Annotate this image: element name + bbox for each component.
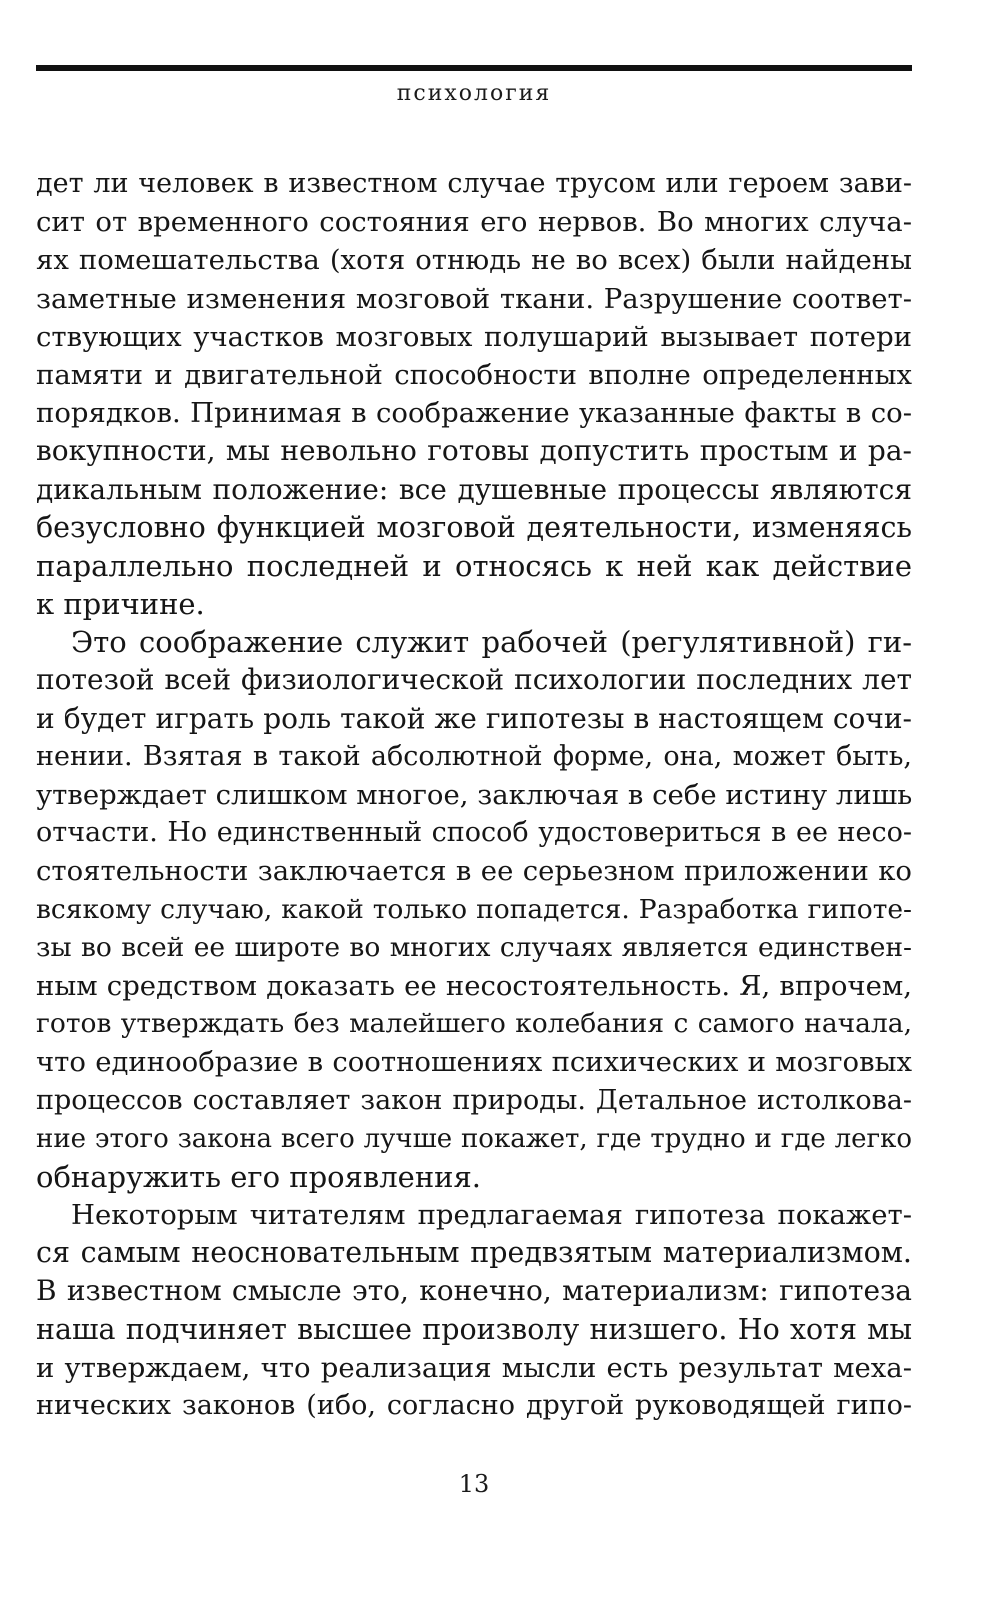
text-line: утверждает слишком многое, заключая в себе истину лишь (36, 779, 912, 811)
text-line: Некоторым читателям предлагаемая гипотеза покажет- (71, 1199, 912, 1232)
text-line: процессов составляет закон природы. Детальное истолкова- (36, 1084, 912, 1116)
text-line: порядков. Принимая в соображение указанные факты в со- (36, 397, 912, 430)
text-line: всякому случаю, какой только попадется. Разработка гипоте- (36, 893, 912, 925)
text-line: зы во всей ее широте во многих случаях является единствен- (36, 931, 912, 963)
text-line: параллельно последней и относясь к ней как действие (36, 548, 912, 583)
text-line: обнаружить его проявления. (36, 1159, 481, 1194)
text-line: нических законов (ибо, согласно другой руководящей гипо- (36, 1390, 912, 1421)
text-line: Это соображение служит рабочей (регулятивной) ги- (71, 625, 912, 660)
text-line: и утверждаем, что реализация мысли есть результат меха- (36, 1351, 912, 1384)
text-line: ствующих участков мозговых полушарий вызывает потери (36, 320, 912, 353)
text-line: памяти и двигательной способности вполне определенных (36, 358, 912, 391)
running-header: психология (396, 81, 552, 106)
text-line: нении. Взятая в такой абсолютной форме, она, может быть, (36, 740, 912, 772)
text-line: вокупности, мы невольно готовы допустить простым и ра- (36, 434, 912, 468)
text-line: отчасти. Но единственный способ удостовериться в ее несо- (36, 817, 912, 849)
text-line: что единообразие в соотношениях психических и мозговых (36, 1046, 912, 1079)
text-line: готов утверждать без малейшего колебания с самого начала, (36, 1008, 912, 1040)
text-line: потезой всей физиологической психологии последних лет (36, 663, 912, 697)
page-number: 13 (458, 1470, 490, 1498)
text-line: сит от временного состояния его нервов. Во многих случа- (36, 206, 912, 239)
text-line: стоятельности заключается в ее серьезном приложении ко (36, 855, 912, 888)
text-line: ным средством доказать ее несостоятельность. Я, впрочем, (36, 969, 912, 1002)
text-line: дет ли человек в известном случае трусом или героем зави- (36, 168, 912, 199)
text-line: ях помешательства (хотя отнюдь не во всех) были найдены (36, 244, 912, 277)
text-line: безусловно функцией мозговой деятельности, изменяясь (36, 510, 912, 544)
text-line: ся самым неосновательным предвзятым материализмом. (36, 1236, 912, 1270)
header-rule (36, 65, 912, 71)
text-line: к причине. (36, 587, 205, 622)
body-text (36, 165, 912, 1425)
text-line: ние этого закона всего лучше покажет, где трудно и где легко (36, 1123, 912, 1154)
text-line: и будет играть роль такой же гипотезы в настоящем сочи- (36, 701, 912, 735)
text-line: заметные изменения мозговой ткани. Разрушение соответ- (36, 282, 912, 315)
text-line: В известном смысле это, конечно, материализм: гипотеза (36, 1274, 912, 1308)
text-line: дикальным положение: все душевные процессы являются (36, 472, 912, 506)
text-line: наша подчиняет высшее произволу низшего. Но хотя мы (36, 1312, 912, 1346)
